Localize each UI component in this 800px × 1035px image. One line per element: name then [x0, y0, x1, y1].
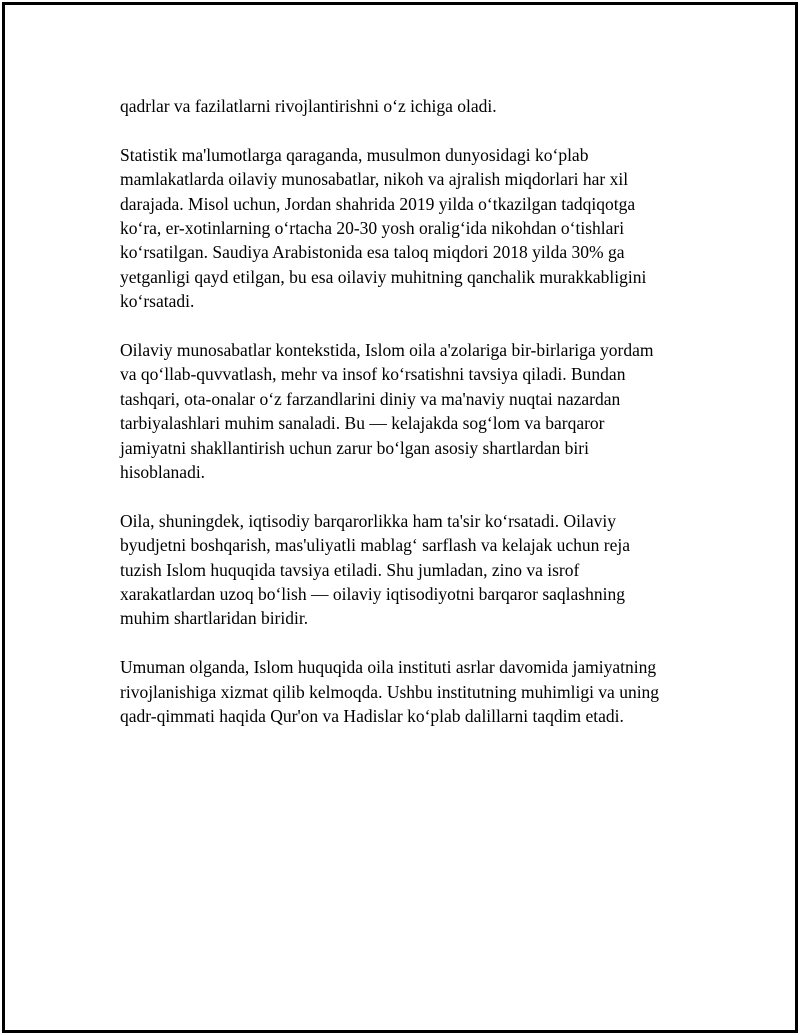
- page-frame: [2, 2, 798, 1033]
- paragraph-5: Umuman olganda, Islom huquqida oila instituti asrlar davomida jamiyatning rivojlanishiga xizmat qilib kelmoqda. Ushbu institutning muhimligi va uning qadr-qimmati haqida Qur'on va Hadislar ko‘plab dalillarni taqdim etadi.: [120, 657, 660, 727]
- paragraph-2: Statistik ma'lumotlarga qaraganda, musulmon dunyosidagi ko‘plab mamlakatlarda oilaviy munosabatlar, nikoh va ajralish miqdorlari har xil darajada. Misol uchun, Jordan shahrida 2019 yilda o‘tkazilgan tadqiqotga ko‘ra, er-xotinlarning o‘rtacha 20-30 yosh oralig‘ida nikohdan o‘tishlari ko‘rsatilgan. Saudiya Arabistonida esa taloq miqdori 2018 yilda 30% ga yetganligi qayd etilgan, bu esa oilaviy muhitning qanchalik murakkabligini ko‘rsatadi.: [120, 144, 647, 312]
- paragraph-1: qadrlar va fazilatlarni rivojlantirishni o‘z ichiga oladi.: [120, 96, 497, 116]
- paragraph-4: Oila, shuningdek, iqtisodiy barqarorlikka ham ta'sir ko‘rsatadi. Oilaviy byudjetni boshqarish, mas'uliyatli mablag‘ sarflash va kelajak uchun reja tuzish Islom huquqida tavsiya etiladi. Shu jumladan, zino va isrof xarakatlardan uzoq bo‘lish — oilaviy iqtisodiyotni barqaror saqlashning muhim shartlaridan biridir.: [120, 510, 631, 629]
- paragraph-3: Oilaviy munosabatlar kontekstida, Islom oila a'zolariga bir-birlariga yordam va qo‘llab-quvvatlash, mehr va insof ko‘rsatishni tavsiya qiladi. Bundan tashqari, ota-onalar o‘z farzandlarini diniy va ma'naviy nuqtai nazardan tarbiyalashlari muhim sanaladi. Bu — kelajakda sog‘lom va barqaror jamiyatni shakllantirish uchun zarur bo‘lgan asosiy shartlardan biri hisoblanadi.: [120, 340, 654, 483]
- page-body: [120, 94, 710, 753]
